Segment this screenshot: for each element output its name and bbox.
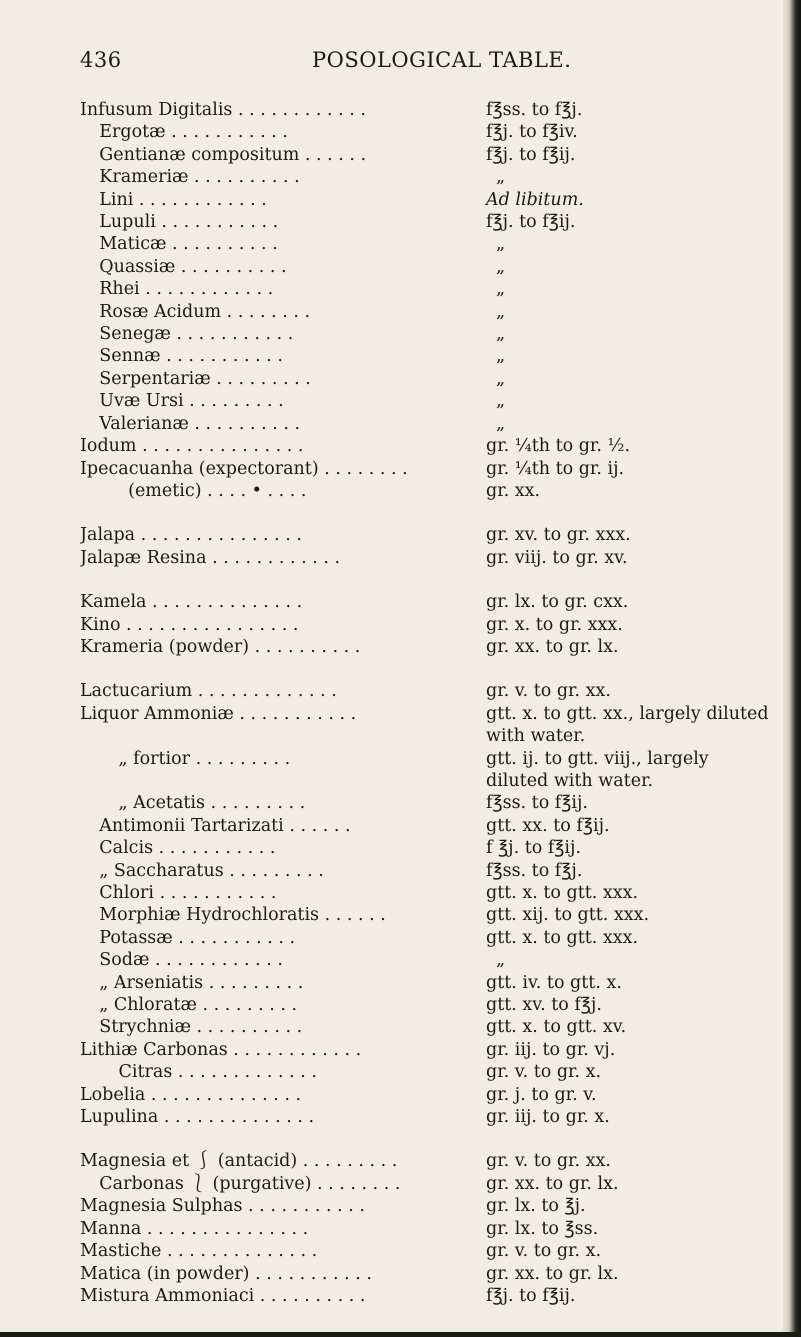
dose: „ <box>496 950 506 971</box>
drug-name: Mastiche . . . . . . . . . . . . . . <box>80 1241 318 1262</box>
table-row <box>80 345 780 367</box>
dose: „ <box>496 391 506 412</box>
dose: f℥j. to f℥ij. <box>486 144 576 165</box>
drug-name: Senegæ . . . . . . . . . . . <box>99 324 294 345</box>
table-row <box>80 524 780 546</box>
table-row <box>80 211 780 233</box>
drug-name: Lobelia . . . . . . . . . . . . . . <box>80 1084 302 1105</box>
table-row <box>80 413 780 435</box>
drug-name: Lini . . . . . . . . . . . . <box>99 189 267 210</box>
table-row <box>80 368 780 390</box>
drug-name: Carbonas ⎱ (purgative) . . . . . . . . <box>99 1173 401 1194</box>
table-row <box>80 189 780 211</box>
drug-name: Rosæ Acidum . . . . . . . . <box>99 301 311 322</box>
table-row <box>80 1084 780 1106</box>
drug-name: Jalapa . . . . . . . . . . . . . . . <box>80 525 302 546</box>
table-row <box>80 1061 780 1083</box>
drug-name: Magnesia Sulphas . . . . . . . . . . . <box>80 1196 365 1217</box>
dose: gr. xx. to gr. lx. <box>486 1263 619 1284</box>
posological-table <box>80 99 780 1307</box>
dose: gr. v. to gr. x. <box>486 1062 602 1083</box>
drug-name: Jalapæ Resina . . . . . . . . . . . . <box>80 547 341 568</box>
drug-name: Chlori . . . . . . . . . . . <box>99 883 277 903</box>
drug-name: Sodæ . . . . . . . . . . . . <box>99 950 283 971</box>
dose: „ <box>496 368 506 389</box>
dose: „ <box>496 256 506 277</box>
dose: f ℥j. to f℥ij. <box>486 838 582 859</box>
dose: gtt. x. to gtt. xxx. <box>486 883 639 903</box>
drug-name: Krameriæ . . . . . . . . . . <box>99 167 300 188</box>
drug-name: Kamela . . . . . . . . . . . . . . <box>80 592 303 613</box>
dose: Ad libitum. <box>486 189 584 210</box>
dose: gr. v. to gr. xx. <box>486 1151 611 1172</box>
drug-name: Kino . . . . . . . . . . . . . . . . <box>80 614 299 635</box>
table-row <box>80 480 780 502</box>
table-row <box>80 1195 780 1217</box>
table-row <box>80 972 780 994</box>
dose: „ <box>496 413 506 434</box>
table-row <box>80 748 780 793</box>
drug-name: Valerianæ . . . . . . . . . . <box>99 413 301 434</box>
dose: gr. ¼th to gr. ij. <box>486 458 625 479</box>
drug-name: „ Chloratæ . . . . . . . . . <box>99 995 298 1016</box>
drug-name: Liquor Ammoniæ . . . . . . . . . . . <box>80 703 357 724</box>
table-row <box>80 949 780 971</box>
group-spacer <box>80 502 780 524</box>
table-row <box>80 614 780 636</box>
table-row <box>80 1150 780 1172</box>
drug-name: Calcis . . . . . . . . . . . <box>99 838 276 859</box>
table-row <box>80 1039 780 1061</box>
table-row <box>80 256 780 278</box>
drug-name: Lithiæ Carbonas . . . . . . . . . . . . <box>80 1039 362 1060</box>
dose: gr. v. to gr. x. <box>486 1241 602 1262</box>
table-row <box>80 99 780 121</box>
drug-name: Citras . . . . . . . . . . . . . <box>118 1062 317 1083</box>
dose: gr. iij. to gr. vj. <box>486 1039 616 1060</box>
table-row <box>80 927 780 949</box>
drug-name: Ergotæ . . . . . . . . . . . <box>99 122 288 143</box>
drug-name: Ipecacuanha (expectorant) . . . . . . . . <box>80 458 408 479</box>
page-number: 436 <box>80 48 122 72</box>
drug-name: Krameria (powder) . . . . . . . . . . <box>80 636 361 657</box>
drug-name: Lupulina . . . . . . . . . . . . . . <box>80 1107 315 1128</box>
drug-name: Lactucarium . . . . . . . . . . . . . <box>80 681 337 702</box>
drug-name: Uvæ Ursi . . . . . . . . . <box>99 391 284 412</box>
drug-name: Morphiæ Hydrochloratis . . . . . . <box>99 905 386 926</box>
table-row <box>80 882 780 904</box>
dose: gr. lx. to ℥ss. <box>486 1218 599 1239</box>
dose: gr. viij. to gr. xv. <box>486 547 628 568</box>
dose: gr. xx. to gr. lx. <box>486 1173 619 1194</box>
table-row <box>80 1240 780 1262</box>
running-title: POSOLOGICAL TABLE. <box>312 48 572 72</box>
dose: gtt. xij. to gtt. xxx. <box>486 905 650 926</box>
table-row <box>80 591 780 613</box>
drug-name: Infusum Digitalis . . . . . . . . . . . . <box>80 100 366 120</box>
drug-name: Strychniæ . . . . . . . . . . <box>99 1017 303 1038</box>
dose: gr. lx. to ℥j. <box>486 1196 586 1217</box>
dose: „ <box>496 324 506 345</box>
table-row <box>80 703 780 748</box>
drug-name: „ fortior . . . . . . . . . <box>118 748 291 769</box>
table-row <box>80 792 780 814</box>
dose: f℥ss. to f℥j. <box>486 100 583 120</box>
table-row <box>80 435 780 457</box>
table-row <box>80 166 780 188</box>
table-row <box>80 994 780 1016</box>
dose: gr. j. to gr. v. <box>486 1084 597 1105</box>
table-row <box>80 144 780 166</box>
drug-name: Mistura Ammoniaci . . . . . . . . . . <box>80 1285 366 1306</box>
table-row <box>80 1285 780 1307</box>
dose: „ <box>496 279 506 300</box>
drug-name: Maticæ . . . . . . . . . . <box>99 234 278 255</box>
dose: gr. x. to gr. xxx. <box>486 614 623 635</box>
dose: gtt. x. to gtt. xxx. <box>486 927 639 948</box>
dose: gtt. ij. to gtt. viij., largely diluted with water. <box>486 748 709 791</box>
drug-name: Iodum . . . . . . . . . . . . . . . <box>80 436 304 457</box>
drug-name: Manna . . . . . . . . . . . . . . . <box>80 1218 309 1239</box>
drug-name: „ Arseniatis . . . . . . . . . <box>99 972 304 993</box>
drug-name: Potassæ . . . . . . . . . . . <box>99 927 296 948</box>
drug-name: Rhei . . . . . . . . . . . . <box>99 279 274 300</box>
group-spacer <box>80 1128 780 1150</box>
dose: gtt. xx. to f℥ij. <box>486 815 610 836</box>
table-row <box>80 1173 780 1195</box>
table-row <box>80 323 780 345</box>
table-row <box>80 1263 780 1285</box>
table-row <box>80 547 780 569</box>
dose: gtt. xv. to f℥j. <box>486 995 602 1016</box>
table-row <box>80 278 780 300</box>
group-spacer <box>80 569 780 591</box>
table-row <box>80 815 780 837</box>
table-row <box>80 458 780 480</box>
dose: gr. ¼th to gr. ½. <box>486 436 631 457</box>
drug-name: (emetic) . . . . • . . . . <box>128 480 307 501</box>
table-row <box>80 636 780 658</box>
dose: gtt. x. to gtt. xv. <box>486 1017 627 1038</box>
dose: gr. xx. <box>486 480 541 501</box>
drug-name: Magnesia et ⎰ (antacid) . . . . . . . . . <box>80 1151 398 1172</box>
page-header <box>80 48 760 78</box>
drug-name: „ Acetatis . . . . . . . . . <box>118 793 306 814</box>
table-row <box>80 680 780 702</box>
dose: gtt. iv. to gtt. x. <box>486 972 622 993</box>
drug-name: „ Saccharatus . . . . . . . . . <box>99 860 324 881</box>
drug-name: Quassiæ . . . . . . . . . . <box>99 256 287 277</box>
dose: gr. lx. to gr. cxx. <box>486 592 629 613</box>
table-row <box>80 390 780 412</box>
dose: f℥ss. to f℥ij. <box>486 793 588 814</box>
dose: „ <box>496 346 506 367</box>
dose: „ <box>496 234 506 255</box>
dose: „ <box>496 301 506 322</box>
dose: f℥j. to f℥iv. <box>486 122 578 143</box>
table-row <box>80 860 780 882</box>
dose: f℥ss. to f℥j. <box>486 860 583 881</box>
table-row <box>80 1106 780 1128</box>
group-spacer <box>80 658 780 680</box>
table-row <box>80 233 780 255</box>
table-row <box>80 1218 780 1240</box>
dose: gr. iij. to gr. x. <box>486 1107 610 1128</box>
bottom-rule <box>0 1332 801 1337</box>
dose: gr. xx. to gr. lx. <box>486 636 619 657</box>
dose: gr. xv. to gr. xxx. <box>486 525 631 546</box>
drug-name: Lupuli . . . . . . . . . . . <box>99 212 279 233</box>
dose: f℥j. to f℥ij. <box>486 1285 576 1306</box>
dose: f℥j. to f℥ij. <box>486 212 576 233</box>
table-row <box>80 837 780 859</box>
drug-name: Gentianæ compositum . . . . . . <box>99 144 367 165</box>
table-row <box>80 121 780 143</box>
drug-name: Serpentariæ . . . . . . . . . <box>99 368 311 389</box>
table-row <box>80 301 780 323</box>
drug-name: Antimonii Tartarizati . . . . . . <box>99 815 351 836</box>
table-row <box>80 1016 780 1038</box>
drug-name: Sennæ . . . . . . . . . . . <box>99 346 283 367</box>
dose: gtt. x. to gtt. xx., largely diluted with water. <box>486 703 769 747</box>
dose: „ <box>496 167 506 188</box>
table-row <box>80 904 780 926</box>
page-edge-shadow <box>783 0 801 1337</box>
drug-name: Matica (in powder) . . . . . . . . . . . <box>80 1263 372 1284</box>
dose: gr. v. to gr. xx. <box>486 681 611 702</box>
